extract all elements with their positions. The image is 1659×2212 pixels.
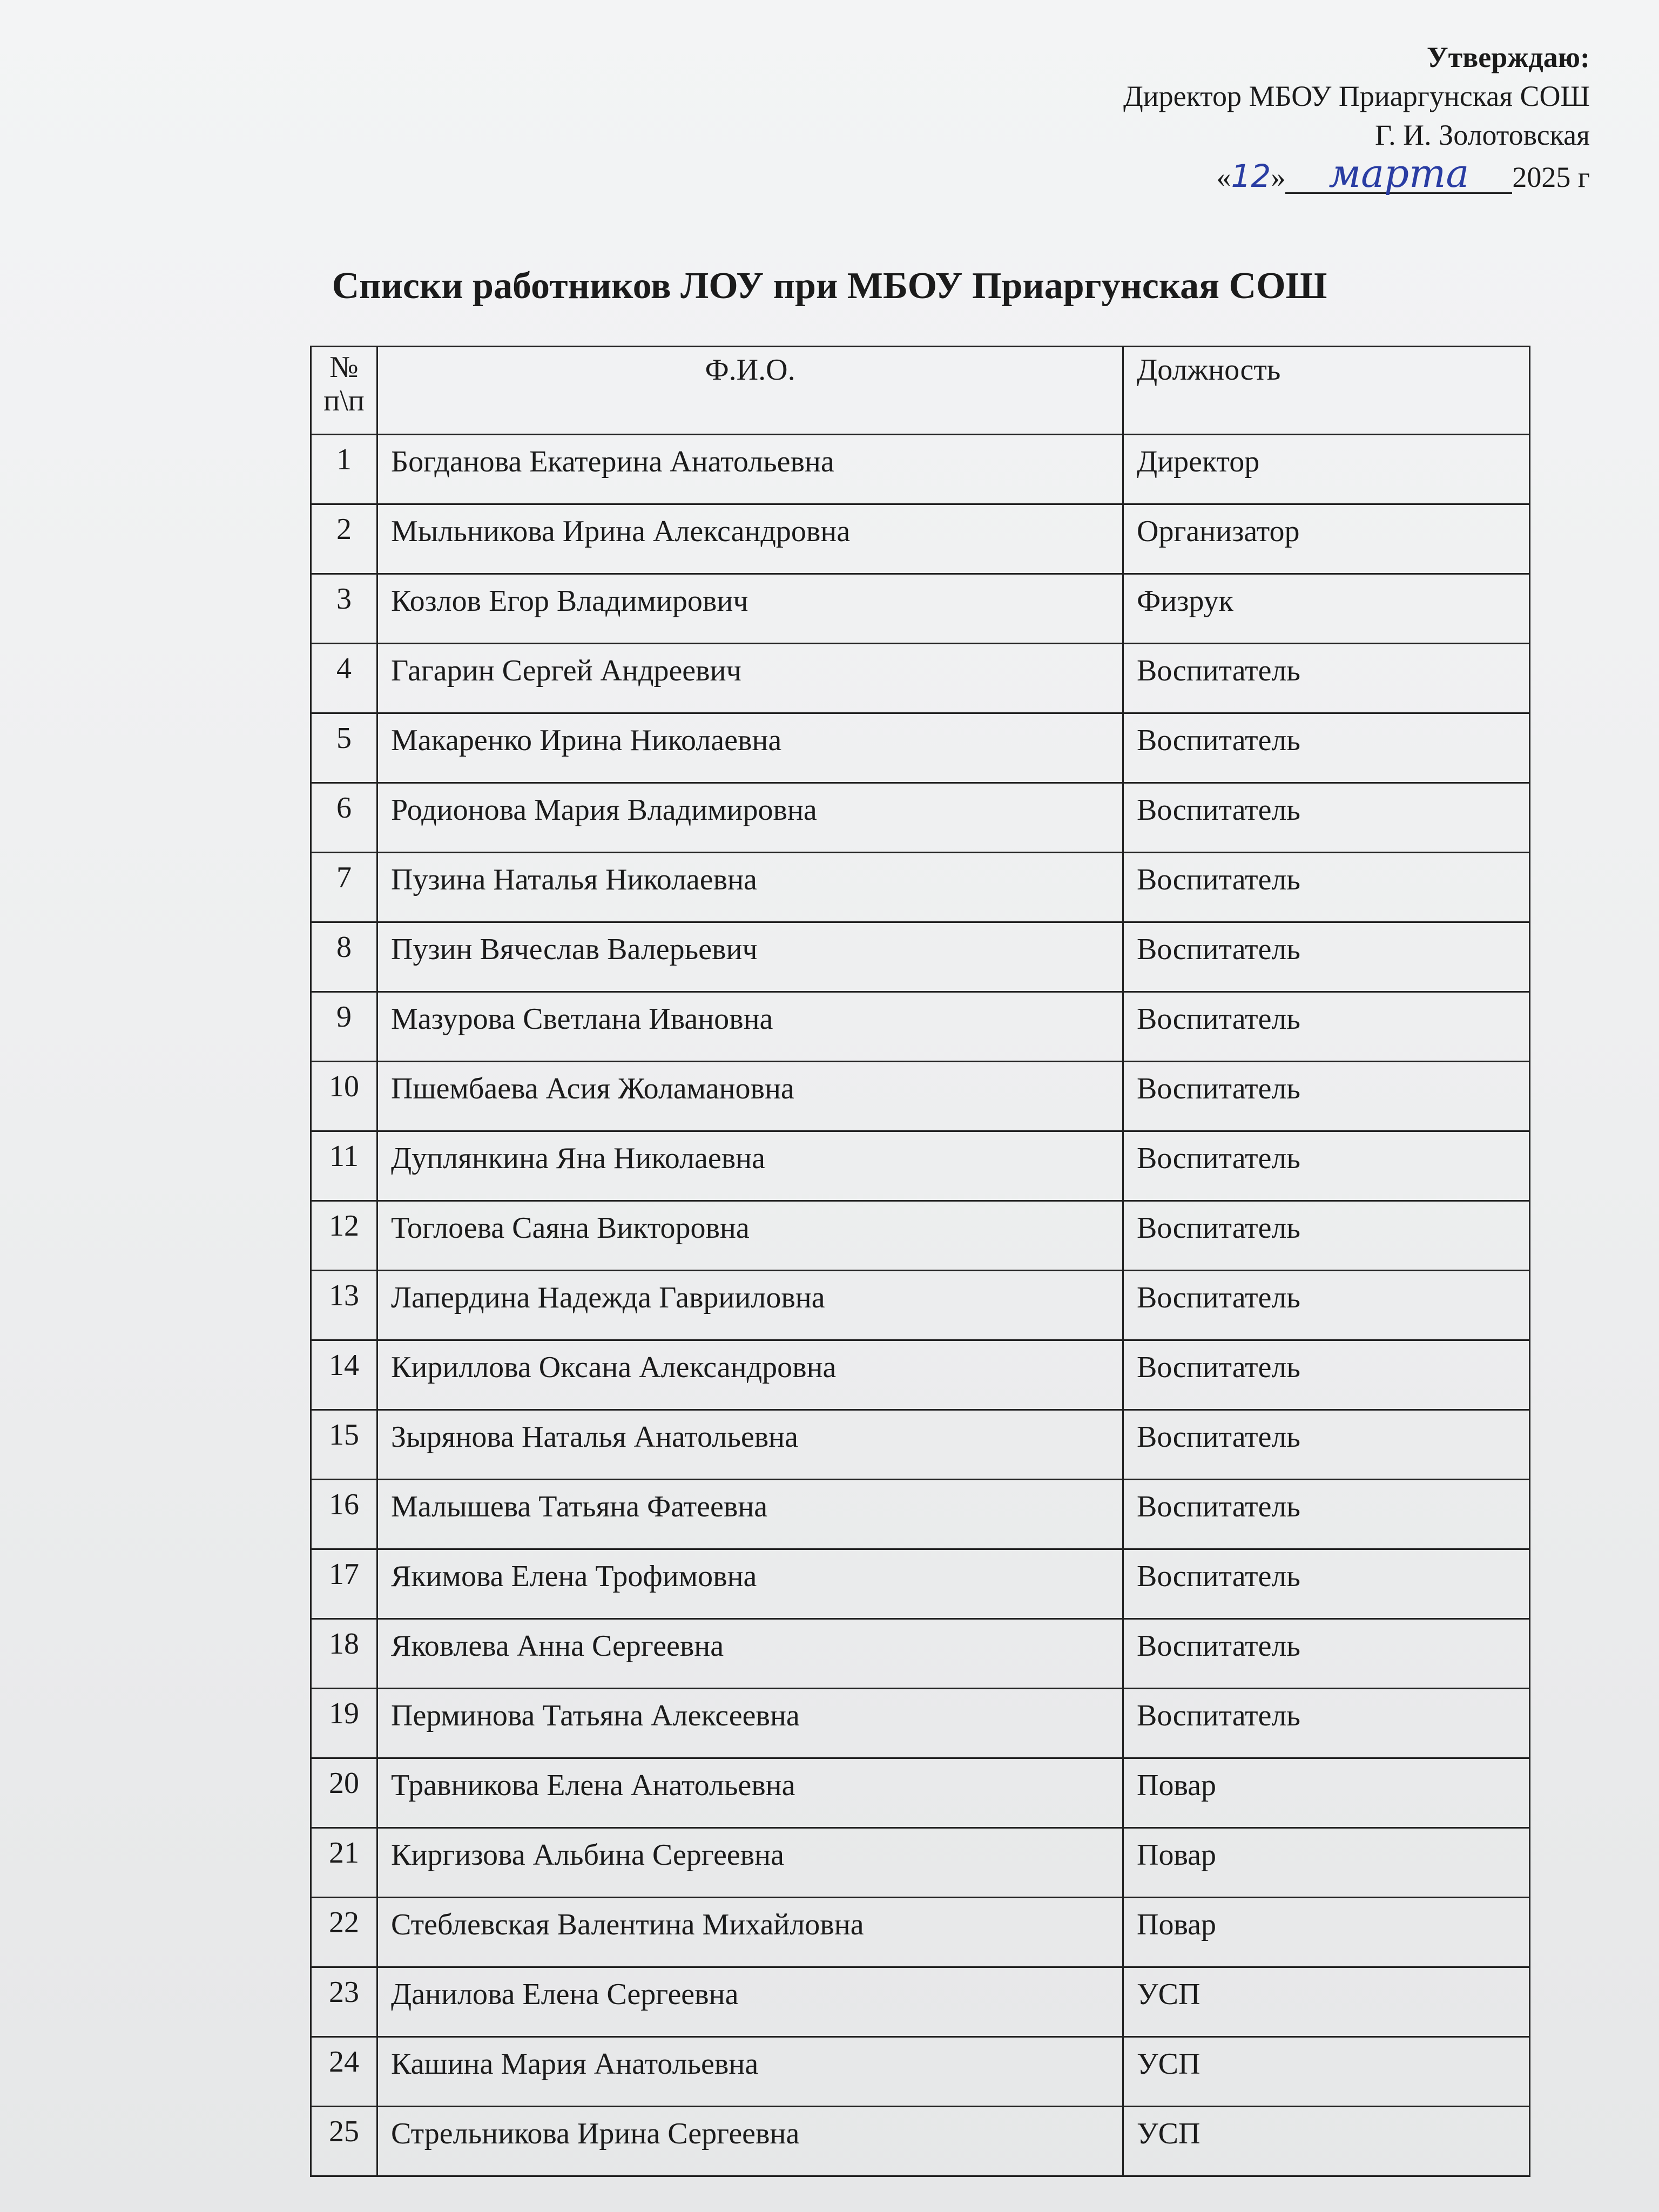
row-name: Стрельникова Ирина Сергеевна bbox=[377, 2107, 1123, 2176]
table-row bbox=[311, 1898, 1530, 1967]
row-position: Воспитатель bbox=[1123, 1131, 1530, 1201]
row-position: УСП bbox=[1123, 2107, 1530, 2176]
row-position: Воспитатель bbox=[1123, 1271, 1530, 1340]
row-number: 21 bbox=[311, 1828, 377, 1898]
row-name: Лапердина Надежда Гаврииловна bbox=[377, 1271, 1123, 1340]
date-year: 2025 г bbox=[1512, 161, 1590, 193]
row-number: 10 bbox=[311, 1062, 377, 1131]
row-position: Воспитатель bbox=[1123, 992, 1530, 1062]
row-number: 14 bbox=[311, 1340, 377, 1410]
row-name: Якимова Елена Трофимовна bbox=[377, 1549, 1123, 1619]
table-row bbox=[311, 1967, 1530, 2037]
table-row bbox=[311, 922, 1530, 992]
table-row bbox=[311, 1271, 1530, 1340]
table-row bbox=[311, 713, 1530, 783]
row-position: УСП bbox=[1123, 1967, 1530, 2037]
row-position: Воспитатель bbox=[1123, 783, 1530, 853]
row-name: Тоглоева Саяна Викторовна bbox=[377, 1201, 1123, 1271]
document-title: Списки работников ЛОУ при МБОУ Приаргунская СОШ bbox=[332, 265, 1327, 307]
table-row bbox=[311, 2107, 1530, 2176]
row-number: 23 bbox=[311, 1967, 377, 2037]
table-row bbox=[311, 1201, 1530, 1271]
table-row bbox=[311, 1689, 1530, 1758]
row-number: 1 bbox=[311, 435, 377, 504]
row-position: Организатор bbox=[1123, 504, 1530, 574]
row-name: Мыльникова Ирина Александровна bbox=[377, 504, 1123, 574]
row-position: Директор bbox=[1123, 435, 1530, 504]
table-row bbox=[311, 435, 1530, 504]
approval-date bbox=[1216, 151, 1590, 197]
row-number: 15 bbox=[311, 1410, 377, 1480]
row-number: 20 bbox=[311, 1758, 377, 1828]
row-number: 18 bbox=[311, 1619, 377, 1689]
row-name: Травникова Елена Анатольевна bbox=[377, 1758, 1123, 1828]
row-position: Воспитатель bbox=[1123, 1062, 1530, 1131]
table-row bbox=[311, 992, 1530, 1062]
row-position: Воспитатель bbox=[1123, 1689, 1530, 1758]
row-number: 17 bbox=[311, 1549, 377, 1619]
row-position: Повар bbox=[1123, 1828, 1530, 1898]
row-position: Повар bbox=[1123, 1898, 1530, 1967]
row-name: Зырянова Наталья Анатольевна bbox=[377, 1410, 1123, 1480]
row-name: Малышева Татьяна Фатеевна bbox=[377, 1480, 1123, 1549]
header-number: № п\п bbox=[311, 347, 377, 435]
row-number: 6 bbox=[311, 783, 377, 853]
table-row bbox=[311, 783, 1530, 853]
header-position: Должность bbox=[1123, 347, 1530, 435]
row-position: УСП bbox=[1123, 2037, 1530, 2107]
row-name: Пузина Наталья Николаевна bbox=[377, 853, 1123, 922]
row-number: 9 bbox=[311, 992, 377, 1062]
table-row bbox=[311, 1131, 1530, 1201]
row-position: Воспитатель bbox=[1123, 1480, 1530, 1549]
row-number: 13 bbox=[311, 1271, 377, 1340]
row-name: Богданова Екатерина Анатольевна bbox=[377, 435, 1123, 504]
row-position: Воспитатель bbox=[1123, 713, 1530, 783]
row-position: Воспитатель bbox=[1123, 922, 1530, 992]
table-row bbox=[311, 1340, 1530, 1410]
row-number: 2 bbox=[311, 504, 377, 574]
row-name: Родионова Мария Владимировна bbox=[377, 783, 1123, 853]
approval-block bbox=[1123, 38, 1590, 197]
row-number: 4 bbox=[311, 644, 377, 713]
row-position: Физрук bbox=[1123, 574, 1530, 644]
table-row bbox=[311, 853, 1530, 922]
row-name: Киргизова Альбина Сергеевна bbox=[377, 1828, 1123, 1898]
row-name: Пузин Вячеслав Валерьевич bbox=[377, 922, 1123, 992]
row-name: Пшембаева Асия Жоламановна bbox=[377, 1062, 1123, 1131]
row-number: 5 bbox=[311, 713, 377, 783]
row-number: 12 bbox=[311, 1201, 377, 1271]
row-position: Воспитатель bbox=[1123, 1549, 1530, 1619]
row-name: Кашина Мария Анатольевна bbox=[377, 2037, 1123, 2107]
staff-table bbox=[310, 346, 1530, 2177]
date-close-quote: » bbox=[1271, 161, 1286, 193]
table-row bbox=[311, 1480, 1530, 1549]
approver-name: Г. И. Золотовская bbox=[1375, 119, 1590, 151]
row-number: 7 bbox=[311, 853, 377, 922]
row-number: 25 bbox=[311, 2107, 377, 2176]
table-header-row bbox=[311, 347, 1530, 435]
row-name: Дуплянкина Яна Николаевна bbox=[377, 1131, 1123, 1201]
row-name: Мазурова Светлана Ивановна bbox=[377, 992, 1123, 1062]
table-row bbox=[311, 1619, 1530, 1689]
table-row bbox=[311, 644, 1530, 713]
row-number: 11 bbox=[311, 1131, 377, 1201]
row-name: Стеблевская Валентина Михайловна bbox=[377, 1898, 1123, 1967]
table-row bbox=[311, 1758, 1530, 1828]
table-row bbox=[311, 504, 1530, 574]
table-row bbox=[311, 1410, 1530, 1480]
row-name: Кириллова Оксана Александровна bbox=[377, 1340, 1123, 1410]
row-position: Воспитатель bbox=[1123, 644, 1530, 713]
row-number: 3 bbox=[311, 574, 377, 644]
row-name: Козлов Егор Владимирович bbox=[377, 574, 1123, 644]
date-day-handwritten: 12 bbox=[1231, 158, 1271, 194]
row-position: Повар bbox=[1123, 1758, 1530, 1828]
row-name: Перминова Татьяна Алексеевна bbox=[377, 1689, 1123, 1758]
row-number: 24 bbox=[311, 2037, 377, 2107]
row-number: 22 bbox=[311, 1898, 377, 1967]
date-month-handwritten: марта bbox=[1285, 154, 1512, 194]
approver-position: Директор МБОУ Приаргунская СОШ bbox=[1123, 80, 1590, 112]
row-name: Гагарин Сергей Андреевич bbox=[377, 644, 1123, 713]
staff-table-body bbox=[311, 435, 1530, 2176]
row-name: Данилова Елена Сергеевна bbox=[377, 1967, 1123, 2037]
staff-table-container bbox=[310, 346, 1530, 2177]
row-position: Воспитатель bbox=[1123, 1619, 1530, 1689]
table-row bbox=[311, 1062, 1530, 1131]
row-position: Воспитатель bbox=[1123, 853, 1530, 922]
table-row bbox=[311, 574, 1530, 644]
row-position: Воспитатель bbox=[1123, 1340, 1530, 1410]
header-name: Ф.И.О. bbox=[377, 347, 1123, 435]
table-row bbox=[311, 1549, 1530, 1619]
row-number: 19 bbox=[311, 1689, 377, 1758]
row-position: Воспитатель bbox=[1123, 1410, 1530, 1480]
table-row bbox=[311, 2037, 1530, 2107]
row-name: Яковлева Анна Сергеевна bbox=[377, 1619, 1123, 1689]
row-number: 16 bbox=[311, 1480, 377, 1549]
table-row bbox=[311, 1828, 1530, 1898]
row-position: Воспитатель bbox=[1123, 1201, 1530, 1271]
row-number: 8 bbox=[311, 922, 377, 992]
row-name: Макаренко Ирина Николаевна bbox=[377, 713, 1123, 783]
approval-title: Утверждаю: bbox=[1426, 41, 1590, 73]
date-open-quote: « bbox=[1216, 161, 1231, 193]
